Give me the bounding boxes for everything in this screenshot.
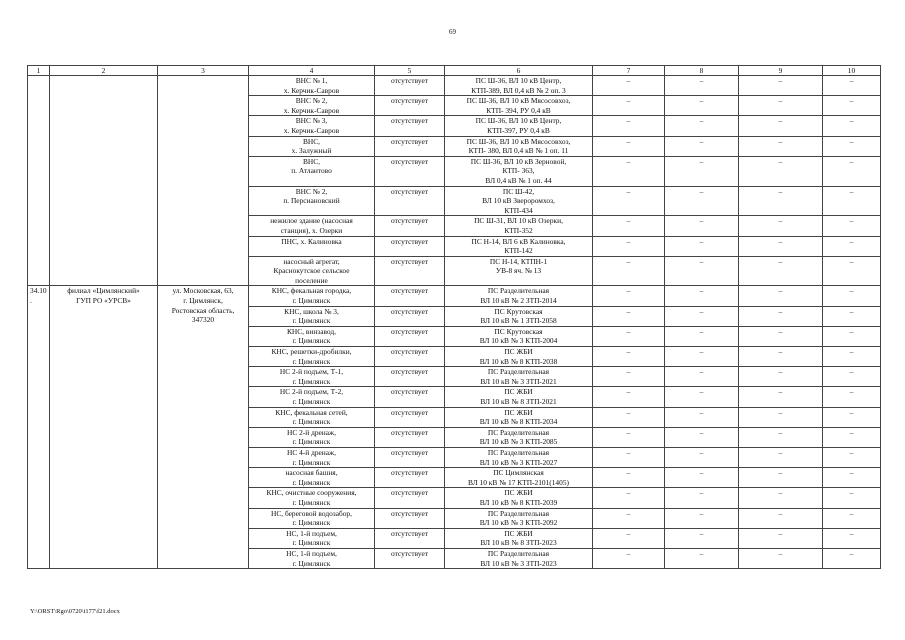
object-name-cell: НС 2-й подъем, Т-1, г. Цимлянск xyxy=(249,367,375,387)
dash-cell-col-10: – xyxy=(823,447,881,467)
dash-cell-col-8: – xyxy=(665,488,739,508)
dash-cell-col-7: – xyxy=(593,236,665,256)
document-table xyxy=(27,65,881,569)
dash-cell-col-10: – xyxy=(823,186,881,216)
status-cell: отсутствует xyxy=(375,508,445,528)
dash-cell-col-9: – xyxy=(739,427,823,447)
dash-cell-col-7: – xyxy=(593,156,665,186)
dash-cell-col-7: – xyxy=(593,116,665,136)
dash-cell-col-7: – xyxy=(593,96,665,116)
header-cell-5: 5 xyxy=(375,66,445,76)
dash-cell-col-7: – xyxy=(593,286,665,306)
address-cell: ул. Московская, 63, г. Цимлянск, Ростовская область, 347320 xyxy=(158,286,249,569)
object-name-cell: НС, 1-й подъем, г. Цимлянск xyxy=(249,548,375,568)
dash-cell-col-8: – xyxy=(665,387,739,407)
row-number-cell: 34.10. xyxy=(28,286,50,569)
dash-cell-col-9: – xyxy=(739,76,823,96)
dash-cell-col-7: – xyxy=(593,306,665,326)
dash-cell-col-7: – xyxy=(593,427,665,447)
dash-cell-col-8: – xyxy=(665,96,739,116)
status-cell: отсутствует xyxy=(375,427,445,447)
dash-cell-col-7: – xyxy=(593,186,665,216)
status-cell: отсутствует xyxy=(375,256,445,286)
dash-cell-col-10: – xyxy=(823,427,881,447)
power-source-cell: ПС Разделительная ВЛ 10 кВ № 3 ЗТП-2021 xyxy=(445,367,593,387)
object-name-cell: НС, береговой водозабор, г. Цимлянск xyxy=(249,508,375,528)
header-cell-1: 1 xyxy=(28,66,50,76)
status-cell: отсутствует xyxy=(375,407,445,427)
table-row xyxy=(28,76,881,96)
object-name-cell: ВНС, х. Залужный xyxy=(249,136,375,156)
dash-cell-col-7: – xyxy=(593,256,665,286)
object-name-cell: ВНС № 3, х. Керчик-Савров xyxy=(249,116,375,136)
object-name-cell: КНС, винзавод, г. Цимлянск xyxy=(249,326,375,346)
dash-cell-col-7: – xyxy=(593,528,665,548)
object-name-cell: НС, 1-й подъем, г. Цимлянск xyxy=(249,528,375,548)
dash-cell-col-9: – xyxy=(739,306,823,326)
dash-cell-col-8: – xyxy=(665,468,739,488)
power-source-cell: ПС ЖБИ ВЛ 10 кВ № 8 ЗТП-2021 xyxy=(445,387,593,407)
dash-cell-col-9: – xyxy=(739,236,823,256)
dash-cell-col-9: – xyxy=(739,286,823,306)
dash-cell-col-8: – xyxy=(665,156,739,186)
power-source-cell: ПС Разделительная ВЛ 10 кВ № 3 КТП-2027 xyxy=(445,447,593,467)
dash-cell-col-9: – xyxy=(739,156,823,186)
dash-cell-col-10: – xyxy=(823,488,881,508)
table-body xyxy=(28,66,881,569)
object-name-cell: ВНС № 2, х. Керчик-Савров xyxy=(249,96,375,116)
dash-cell-col-10: – xyxy=(823,76,881,96)
organization-cell: филиал «Цимлянский» ГУП РО «УРСВ» xyxy=(50,286,158,569)
power-source-cell: ПС ЖБИ ВЛ 10 кВ № 8 КТП-2039 xyxy=(445,488,593,508)
dash-cell-col-8: – xyxy=(665,136,739,156)
dash-cell-col-10: – xyxy=(823,116,881,136)
object-name-cell: насосный агрегат, Краснокутское сельское поселение xyxy=(249,256,375,286)
dash-cell-col-10: – xyxy=(823,367,881,387)
dash-cell-col-8: – xyxy=(665,116,739,136)
dash-cell-col-7: – xyxy=(593,468,665,488)
dash-cell-col-8: – xyxy=(665,427,739,447)
power-source-cell: ПС Н-14, ВЛ 6 кВ Калиновка, КТП-142 xyxy=(445,236,593,256)
dash-cell-col-7: – xyxy=(593,76,665,96)
dash-cell-col-8: – xyxy=(665,186,739,216)
status-cell: отсутствует xyxy=(375,468,445,488)
dash-cell-col-9: – xyxy=(739,447,823,467)
dash-cell-col-8: – xyxy=(665,347,739,367)
dash-cell-col-9: – xyxy=(739,347,823,367)
dash-cell-col-10: – xyxy=(823,387,881,407)
dash-cell-col-10: – xyxy=(823,156,881,186)
object-name-cell: КНС, фекальная городка, г. Цимлянск xyxy=(249,286,375,306)
status-cell: отсутствует xyxy=(375,286,445,306)
status-cell: отсутствует xyxy=(375,447,445,467)
power-source-cell: ПС Крутовская ВЛ 10 кВ № 3 КТП-2004 xyxy=(445,326,593,346)
dash-cell-col-9: – xyxy=(739,326,823,346)
dash-cell-col-8: – xyxy=(665,236,739,256)
power-source-cell: ПС Ш-36, ВЛ 10 кВ Мясосовхоз, КТП- 394, РУ 0,4 кВ xyxy=(445,96,593,116)
dash-cell-col-7: – xyxy=(593,367,665,387)
power-source-cell: ПС Крутовская ВЛ 10 кВ № 1 ЗТП-2058 xyxy=(445,306,593,326)
power-source-cell: ПС Ш-36, ВЛ 10 кВ Центр, КТП-389, ВЛ 0,4 кВ № 2 оп. 3 xyxy=(445,76,593,96)
status-cell: отсутствует xyxy=(375,96,445,116)
row-number-cell xyxy=(28,76,50,286)
dash-cell-col-7: – xyxy=(593,488,665,508)
table-row xyxy=(28,286,881,306)
dash-cell-col-8: – xyxy=(665,407,739,427)
header-cell-2: 2 xyxy=(50,66,158,76)
dash-cell-col-8: – xyxy=(665,447,739,467)
object-name-cell: НС 4-й дренаж, г. Цимлянск xyxy=(249,447,375,467)
dash-cell-col-10: – xyxy=(823,508,881,528)
power-source-cell: ПС Н-14, КТПН-1 УВ-8 яч. № 13 xyxy=(445,256,593,286)
header-cell-9: 9 xyxy=(739,66,823,76)
dash-cell-col-10: – xyxy=(823,136,881,156)
dash-cell-col-10: – xyxy=(823,468,881,488)
dash-cell-col-7: – xyxy=(593,508,665,528)
status-cell: отсутствует xyxy=(375,528,445,548)
object-name-cell: насосная башня, г. Цимлянск xyxy=(249,468,375,488)
object-name-cell: КНС, школа № 3, г. Цимлянск xyxy=(249,306,375,326)
power-source-cell: ПС Ш-36, ВЛ 10 кВ Центр, КТП-397, РУ 0,4 кВ xyxy=(445,116,593,136)
power-source-cell: ПС Ш-31, ВЛ 10 кВ Озерки, КТП-352 xyxy=(445,216,593,236)
dash-cell-col-10: – xyxy=(823,548,881,568)
dash-cell-col-7: – xyxy=(593,136,665,156)
power-source-cell: ПС Разделительная ВЛ 10 кВ № 3 ЗТП-2023 xyxy=(445,548,593,568)
header-row xyxy=(28,66,881,76)
header-cell-8: 8 xyxy=(665,66,739,76)
dash-cell-col-8: – xyxy=(665,256,739,286)
status-cell: отсутствует xyxy=(375,216,445,236)
status-cell: отсутствует xyxy=(375,136,445,156)
dash-cell-col-9: – xyxy=(739,407,823,427)
object-name-cell: ВНС № 1, х. Керчик-Савров xyxy=(249,76,375,96)
dash-cell-col-9: – xyxy=(739,528,823,548)
power-source-cell: ПС Ш-36, ВЛ 10 кВ Мясосовхоз, КТП- 380, ВЛ 0,4 кВ № 1 оп. 11 xyxy=(445,136,593,156)
status-cell: отсутствует xyxy=(375,548,445,568)
dash-cell-col-7: – xyxy=(593,407,665,427)
power-source-cell: ПС Разделительная ВЛ 10 кВ № 3 КТП-2092 xyxy=(445,508,593,528)
dash-cell-col-7: – xyxy=(593,447,665,467)
object-name-cell: НС 2-й подъем, Т-2, г. Цимлянск xyxy=(249,387,375,407)
dash-cell-col-9: – xyxy=(739,216,823,236)
dash-cell-col-9: – xyxy=(739,116,823,136)
organization-cell xyxy=(50,76,158,286)
status-cell: отсутствует xyxy=(375,76,445,96)
dash-cell-col-8: – xyxy=(665,367,739,387)
dash-cell-col-9: – xyxy=(739,367,823,387)
object-name-cell: КНС, фекальная сетей, г. Цимлянск xyxy=(249,407,375,427)
status-cell: отсутствует xyxy=(375,347,445,367)
status-cell: отсутствует xyxy=(375,367,445,387)
status-cell: отсутствует xyxy=(375,156,445,186)
dash-cell-col-10: – xyxy=(823,236,881,256)
power-source-cell: ПС Ш-36, ВЛ 10 кВ Зерновой, КТП- 363, ВЛ 0,4 кВ № 1 оп. 44 xyxy=(445,156,593,186)
object-name-cell: НС 2-й дренаж, г. Цимлянск xyxy=(249,427,375,447)
header-cell-4: 4 xyxy=(249,66,375,76)
power-source-cell: ПС ЖБИ ВЛ 10 кВ № 8 КТП-2038 xyxy=(445,347,593,367)
dash-cell-col-10: – xyxy=(823,216,881,236)
dash-cell-col-9: – xyxy=(739,387,823,407)
dash-cell-col-8: – xyxy=(665,548,739,568)
status-cell: отсутствует xyxy=(375,326,445,346)
dash-cell-col-10: – xyxy=(823,407,881,427)
power-source-cell: ПС Разделительная ВЛ 10 кВ № 2 ЗТП-2014 xyxy=(445,286,593,306)
dash-cell-col-10: – xyxy=(823,326,881,346)
dash-cell-col-8: – xyxy=(665,508,739,528)
dash-cell-col-7: – xyxy=(593,347,665,367)
dash-cell-col-9: – xyxy=(739,508,823,528)
object-name-cell: ПНС, х. Калиновка xyxy=(249,236,375,256)
dash-cell-col-9: – xyxy=(739,488,823,508)
dash-cell-col-10: – xyxy=(823,306,881,326)
status-cell: отсутствует xyxy=(375,186,445,216)
dash-cell-col-9: – xyxy=(739,96,823,116)
header-cell-10: 10 xyxy=(823,66,881,76)
object-name-cell: КНС, очистные сооружения, г. Цимлянск xyxy=(249,488,375,508)
header-cell-3: 3 xyxy=(158,66,249,76)
dash-cell-col-10: – xyxy=(823,96,881,116)
footer-file-path: Y:\ORST\Rgo\0720\t177\f21.docx xyxy=(30,608,120,615)
status-cell: отсутствует xyxy=(375,387,445,407)
dash-cell-col-9: – xyxy=(739,186,823,216)
dash-cell-col-8: – xyxy=(665,216,739,236)
power-source-cell: ПС ЖБИ ВЛ 10 кВ № 8 ЗТП-2023 xyxy=(445,528,593,548)
dash-cell-col-8: – xyxy=(665,306,739,326)
dash-cell-col-10: – xyxy=(823,528,881,548)
dash-cell-col-7: – xyxy=(593,216,665,236)
power-source-cell: ПС ЖБИ ВЛ 10 кВ № 8 КТП-2034 xyxy=(445,407,593,427)
dash-cell-col-8: – xyxy=(665,528,739,548)
status-cell: отсутствует xyxy=(375,306,445,326)
dash-cell-col-8: – xyxy=(665,326,739,346)
status-cell: отсутствует xyxy=(375,488,445,508)
dash-cell-col-8: – xyxy=(665,76,739,96)
address-cell xyxy=(158,76,249,286)
dash-cell-col-9: – xyxy=(739,136,823,156)
dash-cell-col-9: – xyxy=(739,468,823,488)
status-cell: отсутствует xyxy=(375,236,445,256)
power-source-cell: ПС Ш-42, ВЛ 10 кВ Звероромхоз, КТП-434 xyxy=(445,186,593,216)
page-number: 69 xyxy=(449,28,456,36)
status-cell: отсутствует xyxy=(375,116,445,136)
dash-cell-col-8: – xyxy=(665,286,739,306)
object-name-cell: ВНС № 2, п. Персиановский xyxy=(249,186,375,216)
object-name-cell: ВНС, п. Атлантово xyxy=(249,156,375,186)
header-cell-7: 7 xyxy=(593,66,665,76)
dash-cell-col-7: – xyxy=(593,548,665,568)
power-source-cell: ПС Разделительная ВЛ 10 кВ № 3 КТП-2085 xyxy=(445,427,593,447)
dash-cell-col-10: – xyxy=(823,347,881,367)
dash-cell-col-9: – xyxy=(739,548,823,568)
object-name-cell: КНС, решетки-дробилки, г. Цимлянск xyxy=(249,347,375,367)
dash-cell-col-7: – xyxy=(593,387,665,407)
dash-cell-col-7: – xyxy=(593,326,665,346)
header-cell-6: 6 xyxy=(445,66,593,76)
power-source-cell: ПС Цимлянская ВЛ 10 кВ № 17 КТП-2101(1405) xyxy=(445,468,593,488)
object-name-cell: нежилое здание (насосная станция), х. Озерки xyxy=(249,216,375,236)
dash-cell-col-10: – xyxy=(823,256,881,286)
dash-cell-col-9: – xyxy=(739,256,823,286)
dash-cell-col-10: – xyxy=(823,286,881,306)
